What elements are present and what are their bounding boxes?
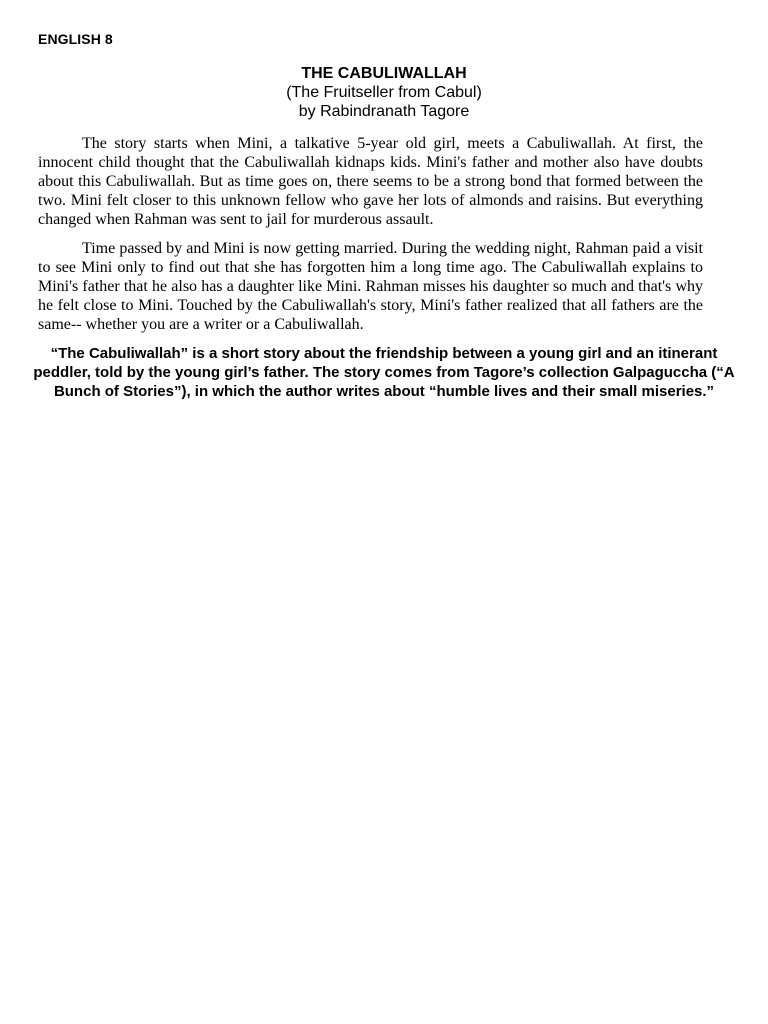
summary-paragraph: “The Cabuliwallah” is a short story about the friendship between a young girl and an itinerant peddler, told by the young girl’s father. The story comes from Tagore’s collection Galpaguccha (“A Bunch of Stories”), in which the author writes about “humble lives and their small miseries.” <box>33 345 735 400</box>
story-author: by Rabindranath Tagore <box>298 103 470 120</box>
body-paragraph-1: The story starts when Mini, a talkative 5-year old girl, meets a Cabuliwallah. At first, the innocent child thought that the Cabuliwallah kidnaps kids. Mini's father and mother also have doubts about this Cabuliwallah. But as time goes on, there seems to be a strong bond that formed between the two. Mini felt closer to this unknown fellow who gave her lots of almonds and raisins. But everything changed when Rahman was sent to jail for murderous assault. <box>38 135 703 228</box>
body-paragraph-2: Time passed by and Mini is now getting married. During the wedding night, Rahman paid a visit to see Mini only to find out that she has forgotten him a long time ago. The Cabuliwallah explains to Mini's father that he also has a daughter like Mini. Rahman misses his daughter so much and that's why he felt close to Mini. Touched by the Cabuliwallah's story, Mini's father realized that all fathers are the same-- whether you are a writer or a Cabuliwallah. <box>38 240 703 333</box>
story-subtitle: (The Fruitseller from Cabul) <box>286 84 482 101</box>
title-block <box>0 64 768 121</box>
story-title: THE CABULIWALLAH <box>301 65 467 82</box>
course-label: ENGLISH 8 <box>38 31 113 47</box>
